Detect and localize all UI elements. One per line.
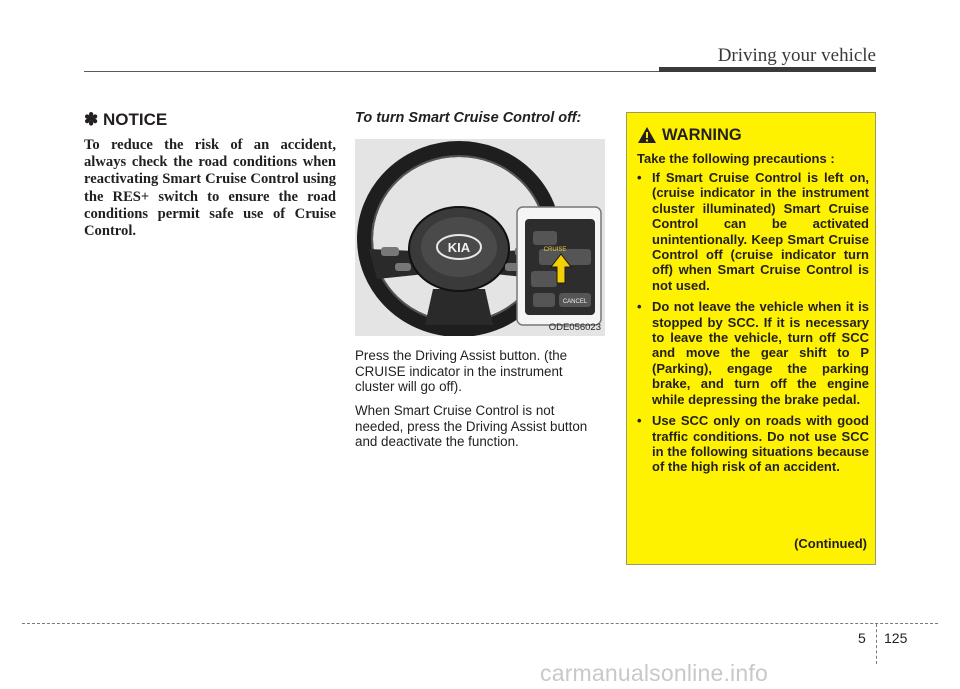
cruise-button-text: CRUISE xyxy=(543,247,567,253)
figure-id: ODE056023 xyxy=(548,322,601,333)
footer-divider xyxy=(876,624,877,664)
steering-wheel-figure xyxy=(355,139,605,336)
warning-item-text: Do not leave the vehicle when it is stopped by SCC. If it is necessary to leave the vehicle, turn off SCC and move the gear shift to P (Parking), engage the parking brake, and turn off the engine while depressing the brake pedal. xyxy=(652,299,869,407)
kia-logo-text: KIA xyxy=(447,240,471,255)
page-number: 125 xyxy=(884,630,908,646)
warning-item xyxy=(637,170,869,293)
warning-item-text: Use SCC only on roads with good traffic conditions. Do not use SCC in the following situations because of the high risk of an accident. xyxy=(652,413,869,475)
footer-rule xyxy=(22,623,938,624)
warning-heading xyxy=(637,124,742,146)
warning-triangle-icon xyxy=(637,126,657,144)
warning-intro: Take the following precautions : xyxy=(637,151,835,166)
chapter-number: 5 xyxy=(858,630,866,646)
warning-list xyxy=(637,170,869,481)
bullet-icon: • xyxy=(637,299,642,315)
warning-item xyxy=(637,413,869,475)
watermark: carmanualsonline.info xyxy=(540,660,768,686)
warning-item xyxy=(637,299,869,407)
notice-symbol-icon: ✽ xyxy=(84,110,99,129)
paragraph-press-button: Press the Driving Assist button. (the CRUISE indicator in the instrument cluster will go off). xyxy=(355,348,568,394)
paragraph-deactivate: When Smart Cruise Control is not needed, press the Driving Assist button and deactivate the function. xyxy=(355,403,588,449)
section-title: Driving your vehicle xyxy=(717,45,876,66)
section-subheading: To turn Smart Cruise Control off: xyxy=(355,110,582,126)
steering-wheel-illustration xyxy=(355,139,605,336)
warning-title: WARNING xyxy=(662,125,742,144)
warning-box xyxy=(626,112,876,565)
warning-continued: (Continued) xyxy=(794,536,867,551)
notice-body: To reduce the risk of an accident, always check the road conditions when reactivating Smart Cruise Control using the RES+ switch to ensure the road conditions permit safe use of Cruise Control. xyxy=(84,137,336,240)
bullet-icon: • xyxy=(637,413,642,429)
warning-item-text: If Smart Cruise Control is left on, (cruise indicator in the instrument cluster illuminated) Smart Cruise Control can be activated unintentionally. Keep Smart Cruise Control off (cruise indicator turn off) when Smart Cruise Control is not used. xyxy=(652,170,869,293)
cancel-button-text: CANCEL xyxy=(562,299,588,305)
notice-title: NOTICE xyxy=(102,110,168,129)
notice-heading xyxy=(84,110,167,130)
bullet-icon: • xyxy=(637,170,642,185)
header-rule-accent xyxy=(659,67,876,72)
